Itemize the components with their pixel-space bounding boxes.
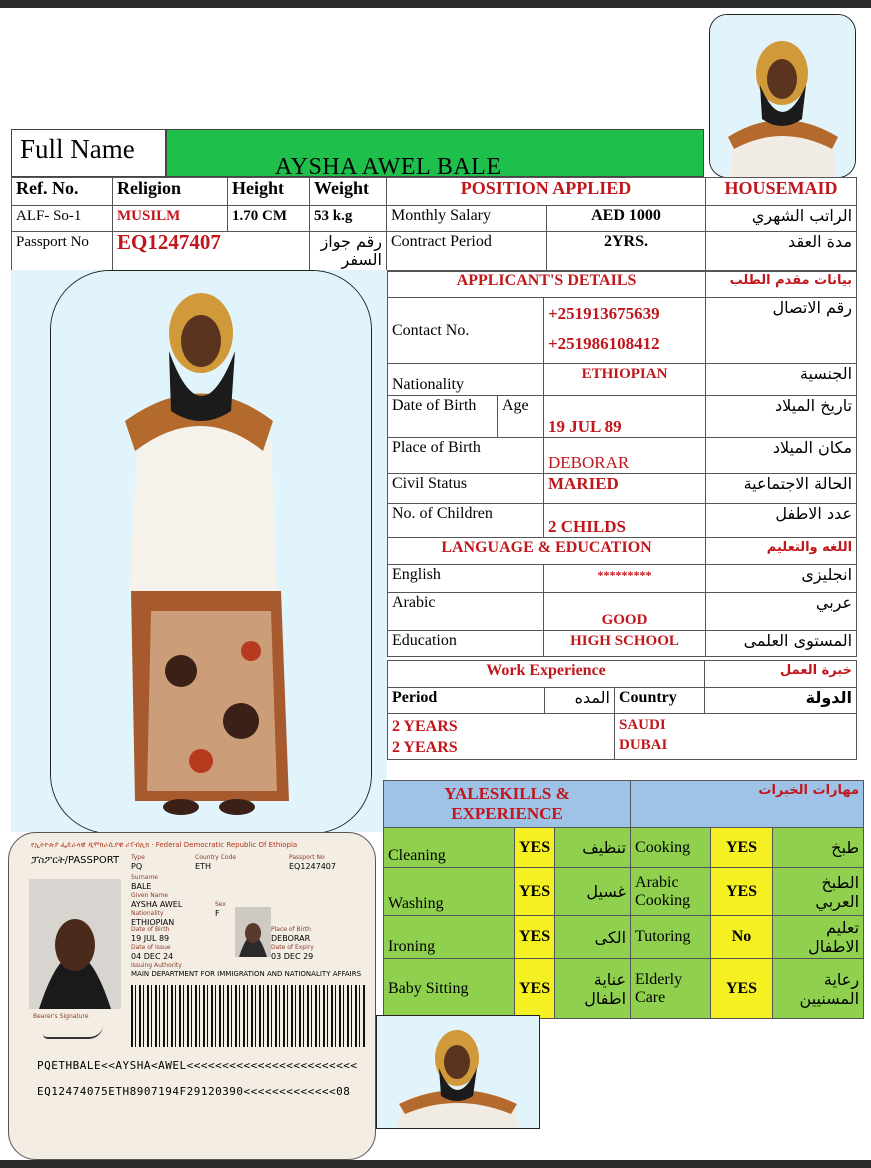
full-name-bar	[166, 129, 704, 180]
english-ar: انجليزى	[706, 565, 857, 593]
contact-1: +251913675639	[548, 304, 660, 323]
sex-value: F	[215, 909, 220, 918]
skill-row	[384, 916, 864, 959]
pob-value: DEBORAR	[544, 438, 706, 474]
work-header: Work Experience	[388, 661, 705, 688]
passport-value: EQ1247407	[113, 232, 310, 272]
work-country-2: DUBAI	[619, 737, 668, 753]
ref-label: Ref. No.	[12, 178, 113, 206]
position-label: POSITION APPLIED	[387, 178, 706, 206]
skill-ar: تنظيف	[555, 828, 631, 868]
passport-type-label: Type	[131, 854, 145, 861]
passport-ar: رقم جواز السفر	[310, 232, 387, 272]
mrz-line-1: PQETHBALE<<AYSHA<AWEL<<<<<<<<<<<<<<<<<<<<<<<<	[37, 1059, 358, 1072]
arabic-label: Arabic	[388, 593, 544, 631]
passport-dates-right	[271, 925, 314, 961]
skills-table	[383, 780, 864, 1019]
passport-scan	[8, 832, 376, 1160]
person-bust-icon	[377, 1016, 539, 1128]
skill-value: YES	[711, 959, 773, 1019]
contact-label: Contact No.	[388, 298, 544, 364]
skill-label: Washing	[384, 868, 515, 916]
nationality-label: Nationality	[131, 910, 164, 917]
surname-value: BALE	[131, 882, 152, 891]
skill-value: YES	[711, 868, 773, 916]
bottom-border	[0, 1160, 871, 1168]
work-period-1: 2 YEARS	[392, 717, 458, 735]
skill-ar: الطبخ العربي	[773, 868, 864, 916]
language-header-ar: اللغه والتعليم	[706, 538, 857, 565]
passport-number-label: Passport No	[289, 854, 325, 861]
language-header: LANGUAGE & EDUCATION	[388, 538, 706, 565]
contact-values	[544, 298, 706, 364]
full-name-label: Full Name	[20, 134, 135, 164]
passport-face-icon	[29, 879, 121, 1009]
portrait-photo-top	[709, 14, 856, 178]
skills-header-ar: مهارات الخبرات	[631, 781, 864, 828]
passport-type-value: PQ	[131, 862, 143, 871]
work-country-1: SAUDI	[619, 717, 666, 733]
education-value: HIGH SCHOOL	[544, 631, 706, 657]
work-periods	[388, 714, 615, 760]
signature-label: Bearer's Signature	[33, 1013, 89, 1020]
passport-country-label: Country Code	[195, 854, 237, 861]
nationality-ar: الجنسية	[706, 364, 857, 396]
passport-number-value: EQ1247407	[289, 862, 336, 871]
skills-header: YALESKILLS & EXPERIENCE	[384, 781, 631, 828]
dob-label: Date of Birth	[388, 396, 498, 438]
contract-value: 2YRS.	[547, 232, 706, 272]
full-name-value: AYSHA AWEL BALE	[275, 154, 502, 180]
period-ar: المده	[545, 688, 615, 714]
children-value: 2 CHILDS	[544, 504, 706, 538]
passport-sex	[215, 900, 226, 918]
nationality-label: Nationality	[388, 364, 544, 396]
skill-label: Tutoring	[631, 916, 711, 959]
skill-label: Ironing	[384, 916, 515, 959]
arabic-ar: عربي	[706, 593, 857, 631]
pob-ar: مكان الميلاد	[706, 438, 857, 474]
contact-ar: رقم الاتصال	[706, 298, 857, 364]
skill-row	[384, 959, 864, 1019]
basic-info-table	[11, 177, 857, 272]
issue-label: Date of Issue	[131, 944, 171, 951]
arabic-value: GOOD	[544, 593, 706, 631]
religion-value: MUSILM	[113, 206, 228, 232]
surname-label: Surname	[131, 874, 158, 881]
pob-label: Place of Birth	[388, 438, 544, 474]
civil-value: MARIED	[544, 474, 706, 504]
authority-label: Issuing Authority	[131, 962, 182, 969]
top-border	[0, 0, 871, 8]
skill-value: YES	[711, 828, 773, 868]
skill-label: Baby Sitting	[384, 959, 515, 1019]
position-value: HOUSEMAID	[706, 178, 857, 206]
period-label: Period	[388, 688, 545, 714]
nationality-value: ETHIOPIAN	[544, 364, 706, 396]
expiry-value: 03 DEC 29	[271, 952, 314, 961]
education-label: Education	[388, 631, 544, 657]
passport-pob-value: DEBORAR	[271, 934, 311, 943]
passport-authority	[131, 961, 371, 979]
weight-value: 53 k.g	[310, 206, 387, 232]
civil-label: Civil Status	[388, 474, 544, 504]
passport-photo	[29, 879, 121, 1009]
passport-type	[131, 853, 145, 871]
work-table	[387, 660, 857, 760]
passport-ghost-face-icon	[235, 907, 271, 957]
height-value: 1.70 CM	[228, 206, 310, 232]
passport-title: ፓስፖርት/PASSPORT	[31, 855, 120, 866]
skill-label: Arabic Cooking	[631, 868, 711, 916]
work-period-2: 2 YEARS	[392, 738, 458, 756]
full-name-label-box	[11, 129, 166, 177]
applicant-header-ar: بيانات مقدم الطلب	[706, 271, 857, 298]
dob-value: 19 JUL 89	[544, 396, 706, 438]
skill-value: No	[711, 916, 773, 959]
given-name-label: Given Name	[131, 892, 168, 899]
children-label: No. of Children	[388, 504, 544, 538]
age-label: Age	[498, 396, 544, 438]
country-label: Country	[615, 688, 705, 714]
sex-label: Sex	[215, 901, 226, 908]
country-ar: الدولة	[705, 688, 857, 714]
authority-value: MAIN DEPARTMENT FOR IMMIGRATION AND NATIONALITY AFFAIRS	[131, 970, 362, 978]
religion-label: Religion	[113, 178, 228, 206]
barcode	[131, 985, 367, 1047]
passport-dob-label: Date of Birth	[131, 926, 170, 933]
skill-label: Elderly Care	[631, 959, 711, 1019]
skill-row	[384, 868, 864, 916]
applicant-header: APPLICANT'S DETAILS	[388, 271, 706, 298]
salary-ar: الراتب الشهري	[706, 206, 857, 232]
dob-ar: تاريخ الميلاد	[706, 396, 857, 438]
skill-ar: تعليم الاطفال	[773, 916, 864, 959]
portrait-photo-bottom	[376, 1015, 540, 1129]
salary-label: Monthly Salary	[387, 206, 547, 232]
contract-ar: مدة العقد	[706, 232, 857, 272]
mrz-line-2: EQ12474075ETH8907194F29120390<<<<<<<<<<<<<08	[37, 1085, 351, 1098]
civil-ar: الحالة الاجتماعية	[706, 474, 857, 504]
passport-dob-value: 19 JUL 89	[131, 934, 170, 943]
passport-ghost-photo	[235, 907, 271, 957]
given-name-value: AYSHA AWEL	[131, 900, 183, 909]
skill-value: YES	[515, 868, 555, 916]
skill-value: YES	[515, 959, 555, 1019]
skill-label: Cooking	[631, 828, 711, 868]
passport-label: Passport No	[12, 232, 113, 272]
full-body-photo	[50, 270, 372, 834]
passport-dates	[131, 925, 173, 961]
issue-value: 04 DEC 24	[131, 952, 174, 961]
signature-mark	[43, 1025, 103, 1039]
children-ar: عدد الاطفل	[706, 504, 857, 538]
passport-country-value: ETH	[195, 862, 211, 871]
skill-ar: الكى	[555, 916, 631, 959]
skill-ar: غسيل	[555, 868, 631, 916]
skill-value: YES	[515, 916, 555, 959]
person-full-body-icon	[51, 271, 371, 833]
weight-label: Weight	[310, 178, 387, 206]
passport-banner: የኢትዮጵያ ፌዴራላዊ ዲሞክራሲያዊ ሪፐብሊክ · Federal Democratic Republic Of Ethiopia	[31, 841, 298, 849]
work-countries	[615, 714, 857, 760]
passport-country	[195, 853, 236, 871]
skill-value: YES	[515, 828, 555, 868]
skill-ar: عناية اطفال	[555, 959, 631, 1019]
applicant-table	[387, 270, 857, 657]
work-header-ar: خبرة العمل	[705, 661, 857, 688]
education-ar: المستوى العلمى	[706, 631, 857, 657]
skill-row	[384, 828, 864, 868]
skill-ar: رعاية المسنيين	[773, 959, 864, 1019]
ref-value: ALF- So-1	[12, 206, 113, 232]
skill-ar: طبخ	[773, 828, 864, 868]
contact-2: +251986108412	[548, 334, 660, 353]
english-label: English	[388, 565, 544, 593]
expiry-label: Date of Expiry	[271, 944, 314, 951]
salary-value: AED 1000	[547, 206, 706, 232]
english-value: *********	[544, 565, 706, 593]
person-silhouette-icon	[710, 15, 855, 177]
passport-number	[289, 853, 336, 871]
contract-label: Contract Period	[387, 232, 547, 272]
passport-pob-label: Place of Birth	[271, 926, 311, 933]
skill-label: Cleaning	[384, 828, 515, 868]
nationality-value: ETHIOPIAN	[131, 918, 175, 927]
height-label: Height	[228, 178, 310, 206]
